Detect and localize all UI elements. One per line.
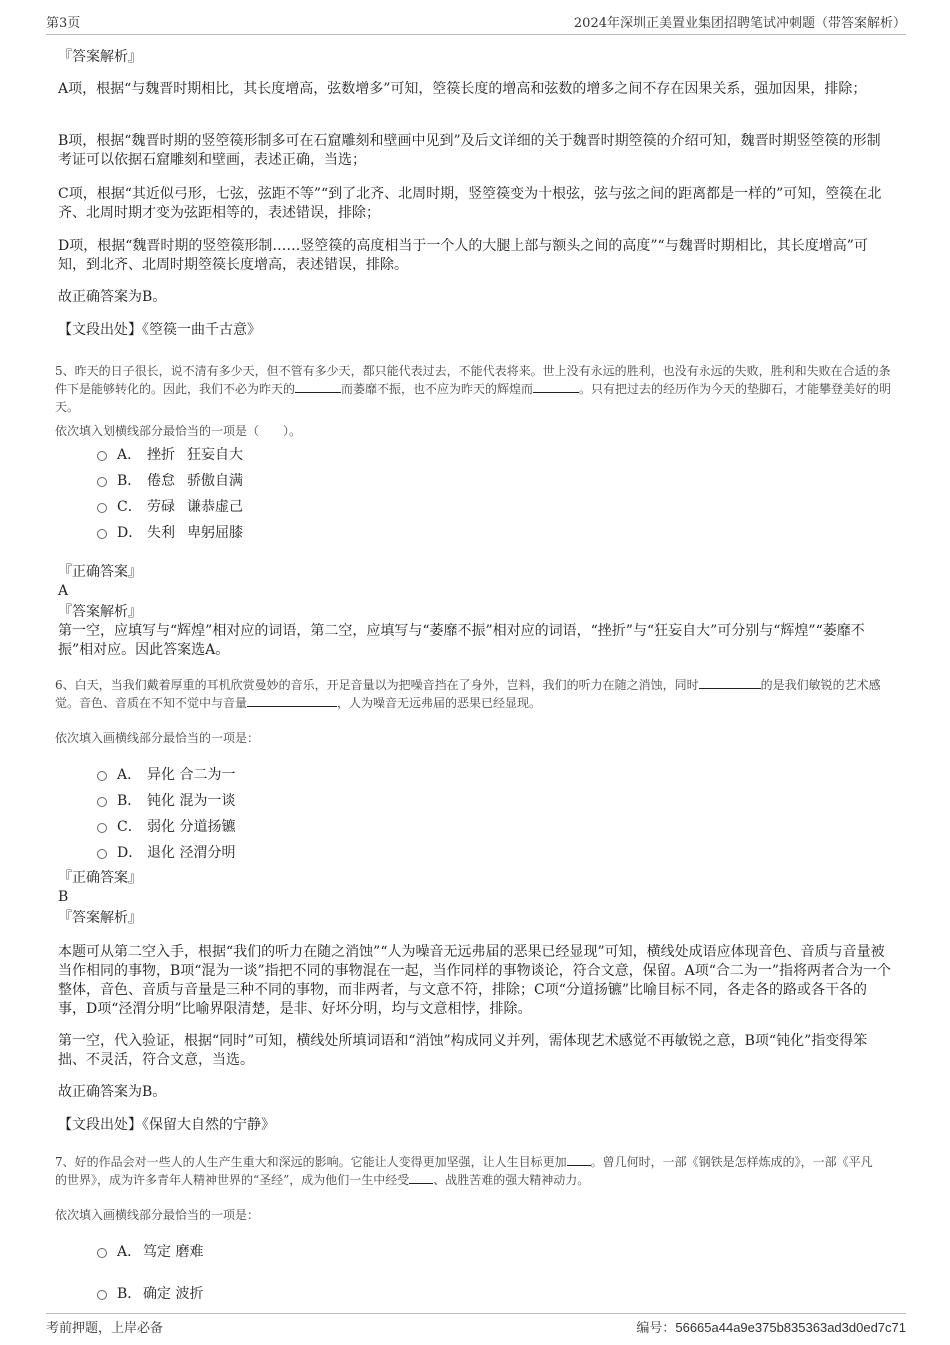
option-text: 钝化 混为一谈 — [147, 793, 236, 809]
q6-analysis-label: 『答案解析』 — [58, 910, 142, 926]
option-word-2: 狂妄自大 — [187, 447, 243, 463]
q6-source: 【文段出处】《保留大自然的宁静》 — [58, 1117, 275, 1133]
q5-instruction: 依次填入划横线部分最恰当的一项是（ ）。 — [55, 424, 302, 438]
q6-answer-label: 『正确答案』 — [58, 870, 142, 886]
q6-instruction: 依次填入画横线部分最恰当的一项是： — [55, 731, 260, 745]
q6-stem-part2: 的是我们敏锐的艺术感觉。音色、音质在不知不觉中与音量 — [55, 678, 881, 710]
q5-answer-label: 『正确答案』 — [58, 564, 142, 580]
radio-icon[interactable] — [97, 1290, 107, 1300]
q5-analysis: 第一空，应填写与“辉煌”相对应的词语，第二空，应填写与“萎靡不振”相对应的词语，“挫折”与“狂妄自大”可分别与“辉煌”“萎靡不振”相对应。因此答案选A。 — [58, 623, 865, 658]
q4-analysis-c: C项，根据“其近似弓形，七弦，弦距不等”“到了北齐、北周时期，竖箜篌变为十根弦，弦与弦之间的距离都是一样的”可知，箜篌在北齐、北周时期才变为弦距相等的，表述错误，排除； — [58, 186, 882, 221]
q4-analysis-label: 『答案解析』 — [58, 49, 142, 65]
page-number: 第3页 — [46, 16, 81, 31]
option-word-2: 骄傲自满 — [187, 473, 243, 489]
q6-option-d[interactable] — [97, 842, 235, 862]
q5-analysis-label: 『答案解析』 — [58, 604, 142, 620]
option-letter: A． — [117, 447, 142, 463]
q5-option-b[interactable] — [97, 470, 243, 490]
q6-conclusion: 故正确答案为B。 — [58, 1084, 167, 1100]
q4-analysis-a: A项，根据“与魏晋时期相比，其长度增高，弦数增多”可知，箜篌长度的增高和弦数的增多之间不存在因果关系，强加因果，排除； — [58, 81, 867, 97]
q7-stem — [55, 1153, 875, 1189]
q5-blank-2 — [533, 380, 579, 393]
q6-analysis-1: 本题可从第二空入手，根据“我们的听力在随之消蚀”“人为噪音无远弗届的恶果已经显现”可知，横线处成语应体现音色、音质与音量被当作相同的事物，B项“混为一谈”指把不同的事物混在一起，当作同样的事物谈论，符合文意，保留。A项“合二为一”指将两者合为一个整体，音色、音质与音量是三种不同的事物，而非两者，与文意不符，排除；C项“分道扬镳”比喻目标不同，各走各的路或各干各的事，D项“泾渭分明”比喻界限清楚，是非、好坏分明，均与文意相悖，排除。 — [58, 944, 892, 1017]
q4-conclusion: 故正确答案为B。 — [58, 289, 167, 305]
option-letter: B． — [117, 473, 142, 489]
q5-stem-part1: 5、昨天的日子很长，说不清有多少天，但不管有多少天，都只能代表过去，不能代表将来。世上没有永远的胜利，也没有永远的失败，胜利和失败在合适的条件下是能够转化的。因此，我们不必为昨天的 — [55, 364, 891, 396]
q6-blank-2 — [247, 694, 337, 707]
q6-option-c[interactable] — [97, 816, 235, 836]
option-text: 弱化 分道扬镳 — [147, 819, 236, 835]
radio-icon[interactable] — [97, 823, 107, 833]
option-letter: D． — [117, 525, 143, 541]
q4-analysis-b: B项，根据“魏晋时期的竖箜篌形制多可在石窟雕刻和壁画中见到”及后文详细的关于魏晋时期箜篌的介绍可知，魏晋时期竖箜篌的形制考证可以依据石窟雕刻和壁画，表述正确，当选； — [58, 133, 881, 168]
q6-analysis-2: 第一空，代入验证，根据“同时”可知，横线处所填词语和“消蚀”构成同义并列，需体现艺术感觉不再敏锐之意，B项“钝化”指变得笨拙、不灵活，符合文意，当选。 — [58, 1033, 868, 1068]
q6-option-b[interactable] — [97, 790, 235, 810]
radio-icon[interactable] — [97, 503, 107, 513]
q5-option-d[interactable] — [97, 522, 243, 542]
q5-blank-1 — [295, 380, 341, 393]
q7-option-b[interactable] — [97, 1283, 203, 1303]
code-label: 编号： — [636, 1321, 676, 1336]
option-text: 笃定 磨难 — [143, 1244, 204, 1260]
page-footer — [46, 1313, 906, 1336]
option-letter: A． — [117, 1244, 142, 1260]
q6-stem-part3: ，人为噪音无远弗届的恶果已经显现。 — [337, 696, 542, 710]
radio-icon[interactable] — [97, 849, 107, 859]
q6-option-a[interactable] — [97, 764, 235, 784]
q7-blank-1 — [567, 1153, 591, 1166]
q4-source: 【文段出处】《箜篌一曲千古意》 — [58, 322, 261, 338]
q6-stem — [55, 676, 895, 712]
option-word-1: 劳碌 — [147, 499, 175, 515]
radio-icon[interactable] — [97, 797, 107, 807]
q7-blank-2 — [409, 1171, 433, 1184]
radio-icon[interactable] — [97, 529, 107, 539]
q6-answer: B — [58, 889, 69, 905]
option-letter: C． — [117, 499, 142, 515]
q5-stem-part2: 而萎靡不振，也不应为昨天的辉煌而 — [341, 382, 534, 396]
q7-stem-part3: 、战胜苦难的强大精神动力。 — [433, 1173, 590, 1187]
option-text: 退化 泾渭分明 — [147, 845, 236, 861]
option-letter: C． — [117, 819, 142, 835]
q5-option-c[interactable] — [97, 496, 243, 516]
radio-icon[interactable] — [97, 1248, 107, 1258]
q7-instruction: 依次填入画横线部分最恰当的一项是： — [55, 1208, 260, 1222]
q5-option-a[interactable] — [97, 444, 243, 464]
option-text: 异化 合二为一 — [147, 767, 236, 783]
option-letter: A． — [117, 767, 142, 783]
q7-stem-part2: 。曾几何时，一部《钢铁是怎样炼成的》，一部《平凡的世界》，成为许多青年人精神世界的“圣经”，成为他们一生中经受 — [55, 1155, 873, 1187]
radio-icon[interactable] — [97, 451, 107, 461]
q6-stem-part1: 6、白天，当我们戴着厚重的耳机欣赏曼妙的音乐，开足音量以为把噪音挡在了身外，岂料，我们的听力在随之消蚀，同时 — [55, 678, 699, 692]
option-word-1: 挫折 — [147, 447, 175, 463]
option-word-1: 倦怠 — [147, 473, 175, 489]
q5-stem — [55, 362, 895, 416]
footer-slogan: 考前押题，上岸必备 — [46, 1321, 164, 1336]
q5-stem-part3: 。只有把过去的经历作为今天的垫脚石，才能攀登美好的明天。 — [55, 382, 892, 414]
option-word-2: 谦恭虚己 — [187, 499, 243, 515]
option-text: 确定 波折 — [143, 1286, 204, 1302]
q4-analysis-d: D项，根据“魏晋时期的竖箜篌形制……竖箜篌的高度相当于一个人的大腿上部与额头之间的高度”“与魏晋时期相比，其长度增高”可知，到北齐、北周时期箜篌长度增高，表述错误，排除。 — [58, 238, 868, 273]
page-header — [46, 12, 906, 35]
document-title: 2024年深圳正美置业集团招聘笔试冲刺题（带答案解析） — [573, 16, 906, 31]
q5-answer: A — [58, 583, 69, 599]
q7-stem-part1: 7、好的作品会对一些人的人生产生重大和深远的影响。它能让人变得更加坚强，让人生目标更加 — [55, 1155, 567, 1169]
option-letter: B． — [117, 793, 142, 809]
option-letter: D． — [117, 845, 143, 861]
document-code — [636, 1317, 906, 1336]
q6-blank-1 — [699, 676, 761, 689]
q7-option-a[interactable] — [97, 1241, 203, 1261]
radio-icon[interactable] — [97, 771, 107, 781]
option-letter: B． — [117, 1286, 142, 1302]
radio-icon[interactable] — [97, 477, 107, 487]
option-word-1: 失利 — [147, 525, 175, 541]
code-value: 56665a44a9e375b835363ad3d0ed7c71 — [675, 1320, 906, 1335]
option-word-2: 卑躬屈膝 — [187, 525, 243, 541]
